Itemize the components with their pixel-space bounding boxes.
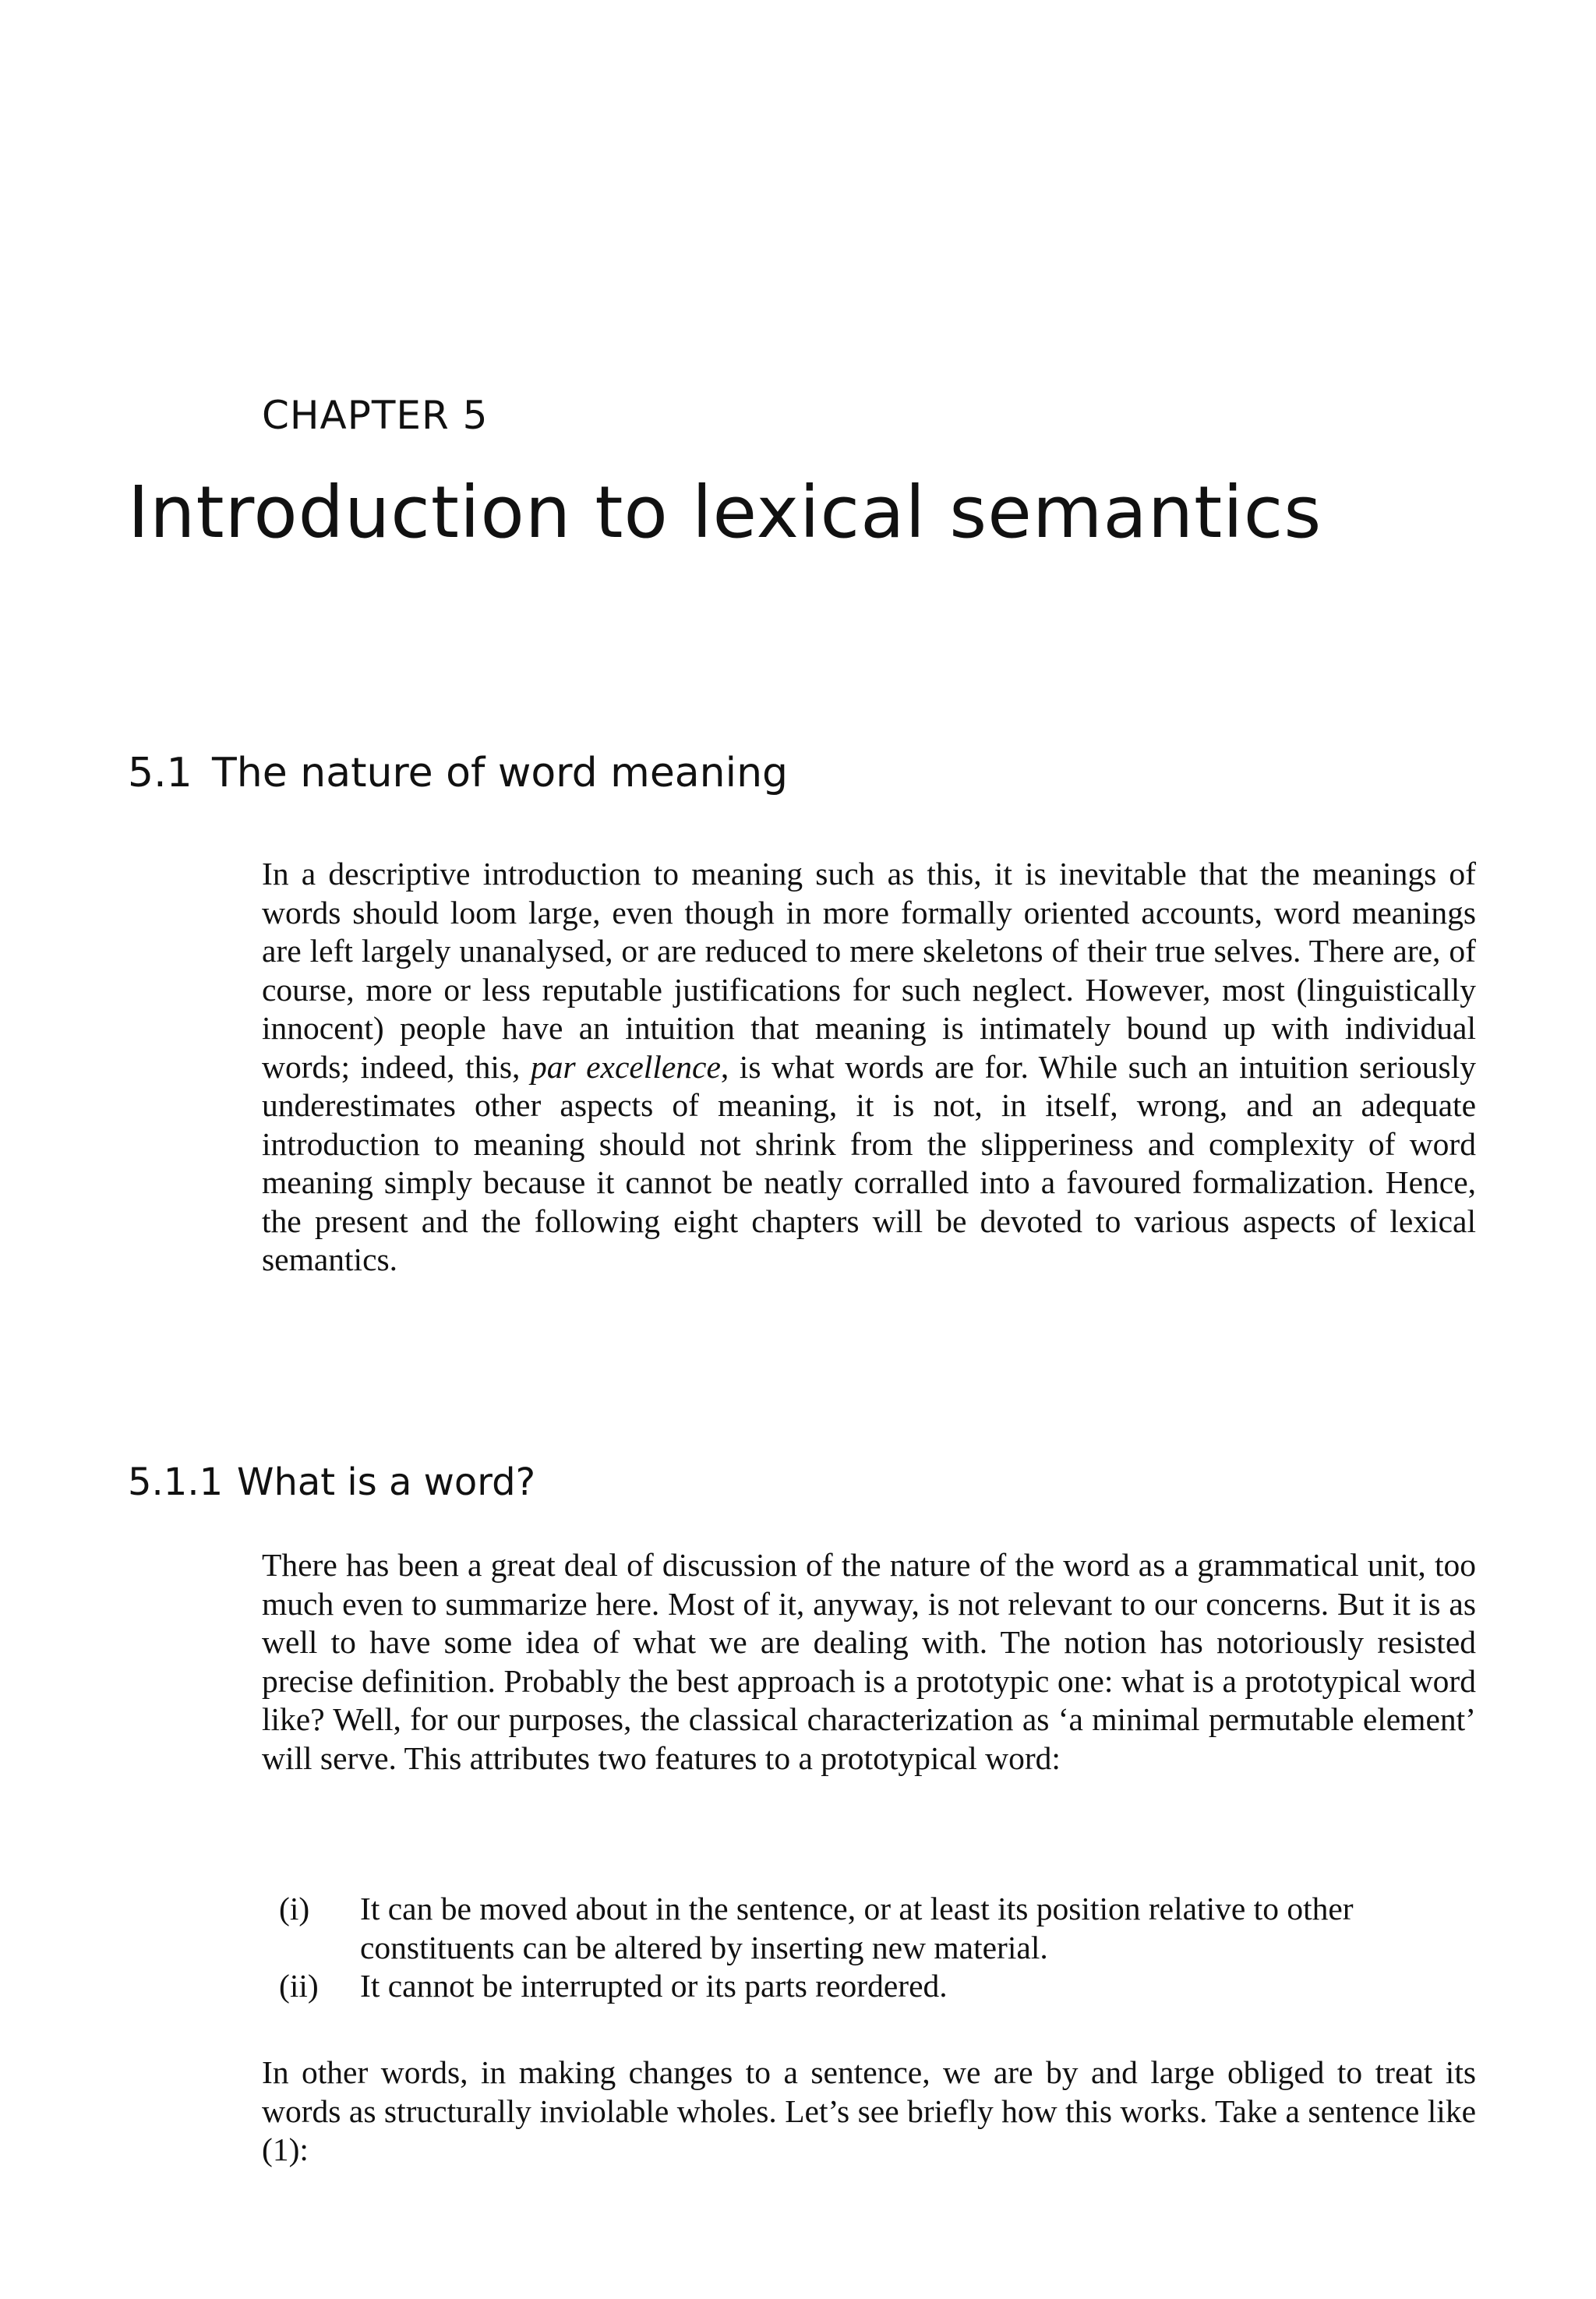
list-item-text: It cannot be interrupted or its parts reordered. xyxy=(360,1968,948,2004)
section-title: The nature of word meaning xyxy=(212,750,789,796)
subsection-title: What is a word? xyxy=(237,1460,536,1504)
section-heading-5-1 xyxy=(128,750,789,796)
list-item xyxy=(279,1967,1476,2006)
section-number: 5.1 xyxy=(128,750,192,796)
paragraph-text: In a descriptive introduction to meaning such as this, it is inevitable that the meanings of words should loom large, even though in more formally oriented accounts, word meanings are left largely unanalysed, or are reduced to mere skeletons of their true selves. There are, of course, more or less reputable justifications for such neglect. However, most (linguistically innocent) people have an intuition that meaning is intimately bound up with individual words; indeed, this, xyxy=(262,856,1476,1085)
chapter-title: Introduction to lexical semantics xyxy=(128,471,1322,554)
closing-paragraph: In other words, in making changes to a sentence, we are by and large obliged to treat its words as structurally inviolable wholes. Let’s see briefly how this works. Take a sentence like (1): xyxy=(262,2054,1476,2167)
section-5-1-paragraph xyxy=(262,855,1476,1280)
section-heading-5-1-1 xyxy=(128,1460,536,1504)
list-marker: (i) xyxy=(279,1891,310,1926)
list-item xyxy=(279,1890,1476,1967)
feature-list xyxy=(279,1890,1476,2006)
italic-phrase: par excellence xyxy=(530,1048,721,1085)
chapter-label: CHAPTER 5 xyxy=(262,393,489,438)
list-marker: (ii) xyxy=(279,1968,319,2004)
list-item-text: It can be moved about in the sentence, or at least its position relative to other constituents can be altered by inserting new material. xyxy=(360,1891,1354,1965)
paragraph-text: , is what words are for. While such an intuition seriously underestimates other aspects of meaning, it is not, in itself, wrong, and an adequate introduction to meaning should not shrink from the slipperiness and complexity of word meaning simply because it cannot be neatly corralled into a favoured formalization. Hence, the present and the following eight chapters will be devoted to various aspects of lexical semantics. xyxy=(262,1048,1476,1277)
section-5-1-1-paragraph: There has been a great deal of discussion of the nature of the word as a grammatical unit, too much even to summarize here. Most of it, anyway, is not relevant to our concerns. But it is as well to have some idea of what we are dealing with. The notion has notoriously resisted precise definition. Probably the best approach is a prototypic one: what is a prototypical word like? Well, for our purposes, the classical characterization as ‘a minimal permutable element’ will serve. This attributes two features to a prototypical word: xyxy=(262,1547,1476,1776)
subsection-number: 5.1.1 xyxy=(128,1460,224,1504)
